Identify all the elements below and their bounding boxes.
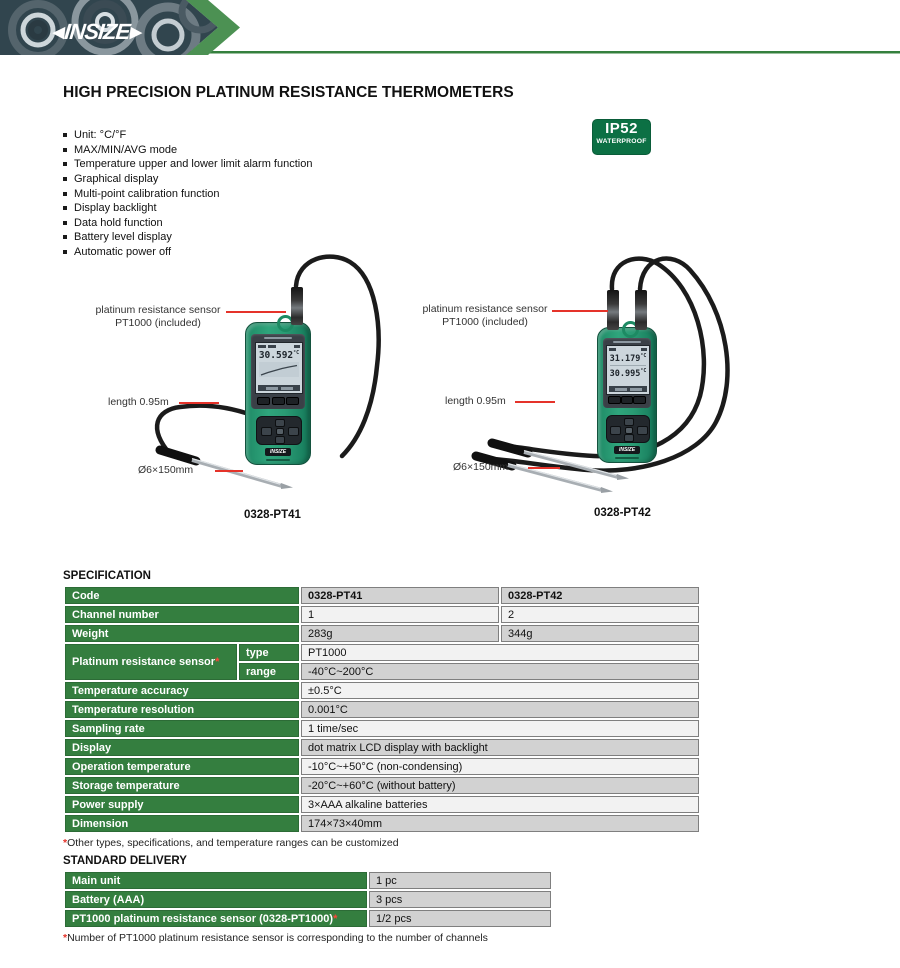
- pt42-probe-leader-line: [528, 467, 560, 469]
- spec-label: Channel number: [65, 606, 299, 623]
- pt42-front-panel: [603, 338, 651, 408]
- feature-item: [63, 216, 312, 231]
- right-button: [288, 427, 299, 436]
- spec-row-dimension: [65, 815, 699, 832]
- delivery-item: PT1000 platinum resistance sensor (0328-PT1000)*: [65, 910, 367, 927]
- logo-right-arrow-icon: ▶: [129, 23, 142, 41]
- spec-sublabel-type: type: [239, 644, 299, 661]
- feature-text: Automatic power off: [74, 246, 172, 259]
- specification-section: [63, 570, 701, 849]
- spec-row-storage: [65, 777, 699, 794]
- spec-value-pt42: 0328-PT42: [501, 587, 699, 604]
- pt41-lcd-reading: $30.592^{^\circ C}$: [258, 350, 300, 362]
- footnote-mark: *: [215, 656, 220, 668]
- specification-table: [63, 585, 701, 834]
- pt41-panel-title-strip: [264, 337, 292, 339]
- footnote-mark: *: [333, 912, 338, 925]
- down-button: [624, 434, 634, 442]
- feature-text: Battery level display: [74, 231, 172, 244]
- pt41-lcd-statusbar: [256, 343, 302, 348]
- footnote-mark: *: [63, 837, 68, 849]
- spec-value-type: PT1000: [301, 644, 699, 661]
- spec-label: Dimension: [65, 815, 299, 832]
- up-button: [275, 419, 285, 427]
- feature-text: Unit: °C/°F: [74, 129, 127, 142]
- left-button: [261, 427, 272, 436]
- spec-label: Operation temperature: [65, 758, 299, 775]
- feature-item: [63, 230, 312, 245]
- spec-row-channel: [65, 606, 699, 623]
- pt41-probe-annotation: Ø6×150mm: [138, 464, 194, 476]
- pt41-probe-cable: [157, 406, 252, 454]
- delivery-qty: 3 pcs: [369, 891, 551, 908]
- footnote-mark: *: [63, 932, 68, 944]
- feature-item: [63, 172, 312, 187]
- spec-row-resolution: [65, 701, 699, 718]
- feature-text: Display backlight: [74, 202, 157, 215]
- bullet-icon: [63, 221, 67, 225]
- ok-button: [625, 427, 633, 434]
- pt42-lcd-reading-ch2: $30.995^{^\circ C}$: [609, 367, 647, 379]
- ip52-waterproof-badge: [592, 119, 651, 155]
- spec-value: 1 time/sec: [301, 720, 699, 737]
- pt41-lcd-graph: [259, 362, 299, 377]
- spec-label: Temperature accuracy: [65, 682, 299, 699]
- spec-value-pt42: 344g: [501, 625, 699, 642]
- spec-value: 3×AAA alkaline batteries: [301, 796, 699, 813]
- feature-item: [63, 186, 312, 201]
- feature-text: Graphical display: [74, 173, 159, 186]
- pt42-length-leader-line: [515, 401, 555, 403]
- bullet-icon: [63, 148, 67, 152]
- down-button: [275, 436, 285, 444]
- pt41-probe-leader-line: [215, 470, 243, 472]
- pt42-length-annotation: length 0.95m: [445, 395, 506, 407]
- pt41-lcd-screen: [255, 342, 303, 394]
- pt41-sensor-leader-line: [226, 311, 286, 313]
- feature-text: MAX/MIN/AVG mode: [74, 143, 178, 156]
- spec-value: ±0.5°C: [301, 682, 699, 699]
- spec-value: -20°C~+60°C (without battery): [301, 777, 699, 794]
- pt42-lcd-reading-ch1: $31.179^{^\circ C}$: [609, 353, 647, 364]
- specification-footnote: *Other types, specifications, and temperature ranges can be customized: [63, 837, 399, 849]
- pt42-lcd-divider: [610, 365, 646, 366]
- spec-value: 174×73×40mm: [301, 815, 699, 832]
- spec-label: Temperature resolution: [65, 701, 299, 718]
- brand-logo-text: INSIZE: [63, 19, 131, 44]
- delivery-item: Main unit: [65, 872, 367, 889]
- ok-button: [276, 428, 284, 435]
- delivery-qty: 1/2 pcs: [369, 910, 551, 927]
- spec-label: Display: [65, 739, 299, 756]
- spec-label: Power supply: [65, 796, 299, 813]
- feature-text: Multi-point calibration function: [74, 187, 220, 200]
- pt41-product-code: 0328-PT41: [244, 509, 301, 521]
- pt42-probe-connector-1: [607, 290, 619, 330]
- feature-item: [63, 128, 312, 143]
- spec-label-sensor: Platinum resistance sensor*: [65, 644, 237, 680]
- page-title: HIGH PRECISION PLATINUM RESISTANCE THERMOMETERS: [63, 84, 514, 101]
- standard-delivery-section: [63, 855, 553, 944]
- bullet-icon: [63, 235, 67, 239]
- standard-delivery-table: [63, 870, 553, 929]
- spec-row-power: [65, 796, 699, 813]
- left-button: [610, 426, 621, 435]
- feature-text: Temperature upper and lower limit alarm function: [74, 158, 313, 171]
- delivery-item: Battery (AAA): [65, 891, 367, 908]
- spec-row-accuracy: [65, 682, 699, 699]
- badge-rating: IP52: [605, 120, 638, 137]
- spec-label: Sampling rate: [65, 720, 299, 737]
- spec-value-pt41: 0328-PT41: [301, 587, 499, 604]
- thermometer-pt42: [597, 327, 657, 463]
- bullet-icon: [63, 192, 67, 196]
- brand-logo: [51, 19, 144, 45]
- pt42-brand-chip: INSIZE: [614, 446, 640, 454]
- feature-item: [63, 143, 312, 158]
- spec-value: -10°C~+50°C (non-condensing): [301, 758, 699, 775]
- delivery-row: [65, 891, 551, 908]
- spec-value: 0.001°C: [301, 701, 699, 718]
- badge-label: WATERPROOF: [596, 138, 647, 145]
- spec-row-code: [65, 587, 699, 604]
- spec-row-weight: [65, 625, 699, 642]
- spec-row-operation: [65, 758, 699, 775]
- pt41-model-marking: [266, 459, 290, 461]
- bullet-icon: [63, 206, 67, 210]
- feature-item: [63, 157, 312, 172]
- pt41-probe-connector: [291, 287, 303, 325]
- spec-row-sensor-type: [65, 644, 699, 661]
- bullet-icon: [63, 162, 67, 166]
- pt41-front-panel: [251, 334, 305, 409]
- spec-label: Code: [65, 587, 299, 604]
- pt41-length-annotation: length 0.95m: [108, 396, 169, 408]
- pt42-probe-annotation: Ø6×150mm: [453, 461, 509, 473]
- delivery-row: [65, 910, 551, 927]
- logo-left-arrow-icon: ◀: [52, 23, 65, 41]
- specification-title: SPECIFICATION: [63, 570, 151, 582]
- pt42-lcd-screen: [606, 345, 650, 395]
- spec-label: Weight: [65, 625, 299, 642]
- thermometer-pt41: [245, 322, 311, 465]
- pt41-lcd-menubar: [258, 385, 300, 391]
- spec-sublabel-range: range: [239, 663, 299, 680]
- up-button: [624, 418, 634, 426]
- feature-text: Data hold function: [74, 216, 163, 229]
- standard-delivery-footnote: *Number of PT1000 platinum resistance sensor is corresponding to the number of channels: [63, 932, 488, 944]
- delivery-qty: 1 pc: [369, 872, 551, 889]
- spec-value-pt41: 1: [301, 606, 499, 623]
- pt42-lcd-statusbar: [607, 346, 649, 351]
- spec-value-pt41: 283g: [301, 625, 499, 642]
- pt42-panel-title-strip: [613, 341, 641, 343]
- spec-value-pt42: 2: [501, 606, 699, 623]
- delivery-row: [65, 872, 551, 889]
- pt41-sensor-annotation: platinum resistance sensor PT1000 (included): [95, 304, 221, 329]
- pt42-sensor-annotation: platinum resistance sensor PT1000 (included): [422, 303, 548, 328]
- bullet-icon: [63, 133, 67, 137]
- pt42-navigation-pad: [606, 415, 650, 443]
- spec-value: dot matrix LCD display with backlight: [301, 739, 699, 756]
- pt42-function-keys: [608, 396, 646, 404]
- pt42-model-marking: [615, 457, 639, 459]
- pt42-sensor-leader-line: [552, 310, 608, 312]
- feature-list: [63, 128, 312, 259]
- pt41-brand-chip: INSIZE: [265, 448, 291, 456]
- pt41-function-keys: [257, 397, 299, 405]
- feature-item: [63, 201, 312, 216]
- bullet-icon: [63, 177, 67, 181]
- pt42-product-code: 0328-PT42: [594, 507, 651, 519]
- spec-row-display: [65, 739, 699, 756]
- pt41-navigation-pad: [256, 416, 302, 445]
- spec-row-sampling: [65, 720, 699, 737]
- pt41-length-leader-line: [179, 402, 219, 404]
- standard-delivery-title: STANDARD DELIVERY: [63, 855, 187, 867]
- right-button: [637, 426, 648, 435]
- pt42-probe-connector-2: [635, 290, 647, 330]
- pt42-lcd-menubar: [609, 386, 647, 392]
- spec-label: Storage temperature: [65, 777, 299, 794]
- spec-value-range: -40°C~200°C: [301, 663, 699, 680]
